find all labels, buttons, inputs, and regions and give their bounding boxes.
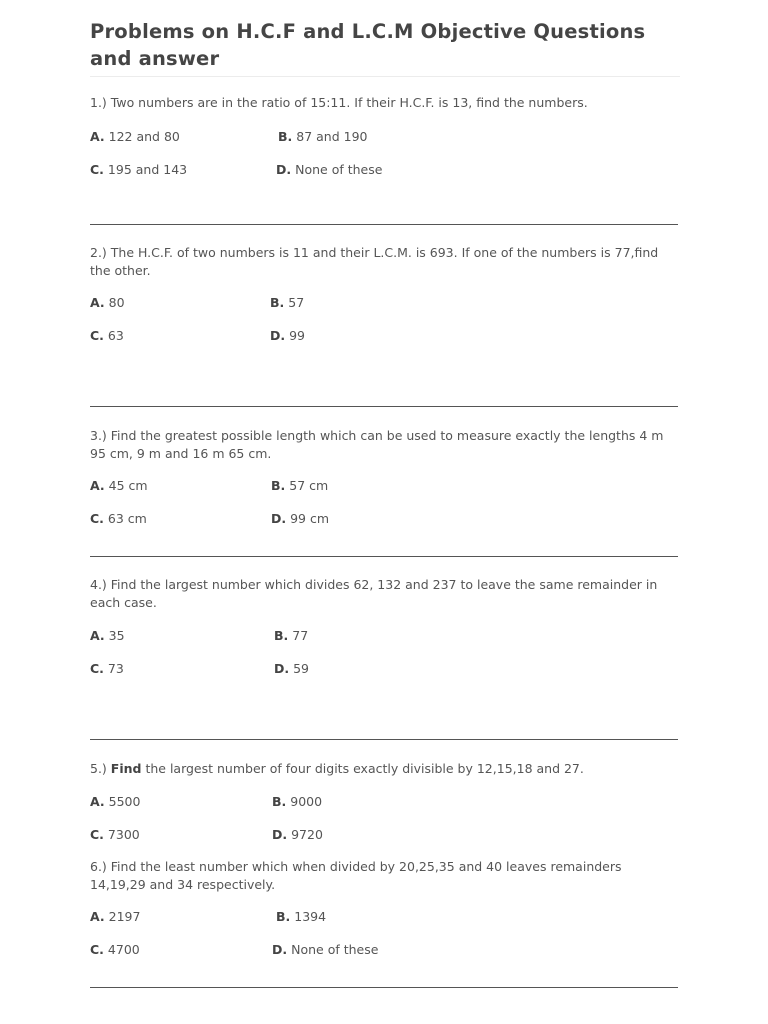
- option-letter: C.: [90, 942, 104, 957]
- option-text: 59: [293, 661, 310, 676]
- option-text: 9000: [290, 794, 323, 809]
- q6-option-c: [90, 941, 140, 959]
- option-text: 77: [292, 628, 309, 643]
- q5-option-a: [90, 793, 140, 811]
- option-text: 99 cm: [290, 511, 330, 526]
- option-text: 4700: [107, 942, 140, 957]
- option-letter: C.: [90, 162, 104, 177]
- option-text: 87 and 190: [296, 129, 368, 144]
- option-letter: C.: [90, 661, 104, 676]
- option-text: 195 and 143: [107, 162, 188, 177]
- q6-option-a: [90, 908, 140, 926]
- option-letter: B.: [276, 909, 291, 924]
- q6-option-b: [276, 908, 326, 926]
- q3-option-a: [90, 477, 148, 495]
- question-5-text: [90, 760, 680, 778]
- option-letter: A.: [90, 628, 105, 643]
- question-4-text: 4.) Find the largest number which divides 62, 132 and 237 to leave the same remainder in each case.: [90, 577, 658, 610]
- q5-option-d: [272, 826, 323, 844]
- option-letter: D.: [272, 942, 288, 957]
- q1-option-b: [278, 128, 368, 146]
- question-divider: [90, 556, 678, 557]
- option-text: 35: [108, 628, 125, 643]
- question-divider: [90, 224, 678, 225]
- option-letter: D.: [270, 328, 286, 343]
- q3-option-b: [271, 477, 328, 495]
- option-letter: B.: [274, 628, 289, 643]
- question-1-text: 1.) Two numbers are in the ratio of 15:11. If their H.C.F. is 13, find the numbers.: [90, 95, 588, 110]
- question-body: the largest number of four digits exactly divisible by 12,15,18 and 27.: [145, 761, 584, 776]
- question-6-text: 6.) Find the least number which when divided by 20,25,35 and 40 leaves remainders 14,19,29 and 34 respectively.: [90, 859, 622, 892]
- q5-option-c: [90, 826, 140, 844]
- q4-option-b: [274, 627, 308, 645]
- option-letter: D.: [276, 162, 292, 177]
- option-letter: D.: [271, 511, 287, 526]
- q4-option-a: [90, 627, 125, 645]
- q1-option-c: [90, 161, 187, 179]
- question-divider: [90, 406, 678, 407]
- option-letter: A.: [90, 478, 105, 493]
- q2-option-c: [90, 327, 124, 345]
- option-text: 45 cm: [108, 478, 148, 493]
- option-letter: A.: [90, 794, 105, 809]
- page-title: Problems on H.C.F and L.C.M Objective Questions and answer: [90, 20, 646, 70]
- question-2-text: 2.) The H.C.F. of two numbers is 11 and their L.C.M. is 693. If one of the numbers is 77,find the other.: [90, 245, 659, 278]
- option-letter: A.: [90, 129, 105, 144]
- option-letter: D.: [272, 827, 288, 842]
- option-text: 57: [288, 295, 305, 310]
- option-text: 7300: [107, 827, 140, 842]
- document-page: [90, 0, 680, 1024]
- option-text: 122 and 80: [108, 129, 180, 144]
- option-letter: A.: [90, 909, 105, 924]
- option-letter: C.: [90, 827, 104, 842]
- option-text: 9720: [291, 827, 323, 842]
- q2-option-b: [270, 294, 304, 312]
- question-number: 5.): [90, 761, 107, 776]
- option-letter: A.: [90, 295, 105, 310]
- q5-option-b: [272, 793, 322, 811]
- q2-option-a: [90, 294, 125, 312]
- option-letter: C.: [90, 328, 104, 343]
- option-letter: B.: [271, 478, 286, 493]
- q3-option-c: [90, 510, 147, 528]
- option-letter: B.: [278, 129, 293, 144]
- option-text: 99: [289, 328, 306, 343]
- option-letter: D.: [274, 661, 290, 676]
- option-letter: C.: [90, 511, 104, 526]
- q1-option-d: [276, 161, 382, 179]
- question-divider: [90, 739, 678, 740]
- option-text: 80: [108, 295, 125, 310]
- option-text: 73: [107, 661, 124, 676]
- q4-option-c: [90, 660, 124, 678]
- q6-option-d: [272, 941, 378, 959]
- option-text: 63 cm: [107, 511, 147, 526]
- option-text: 57 cm: [289, 478, 329, 493]
- option-letter: B.: [270, 295, 285, 310]
- option-text: 1394: [294, 909, 327, 924]
- q3-option-d: [271, 510, 329, 528]
- question-emphasis: Find: [110, 761, 142, 776]
- title-divider: [90, 76, 680, 77]
- option-text: 2197: [108, 909, 141, 924]
- q4-option-d: [274, 660, 309, 678]
- option-letter: B.: [272, 794, 287, 809]
- option-text: 63: [107, 328, 124, 343]
- q2-option-d: [270, 327, 305, 345]
- question-3-text: 3.) Find the greatest possible length which can be used to measure exactly the lengths 4 m 95 cm, 9 m and 16 m 65 cm.: [90, 428, 664, 461]
- q1-option-a: [90, 128, 180, 146]
- question-divider: [90, 987, 678, 988]
- option-text: 5500: [108, 794, 141, 809]
- option-text: None of these: [295, 162, 383, 177]
- option-text: None of these: [291, 942, 379, 957]
